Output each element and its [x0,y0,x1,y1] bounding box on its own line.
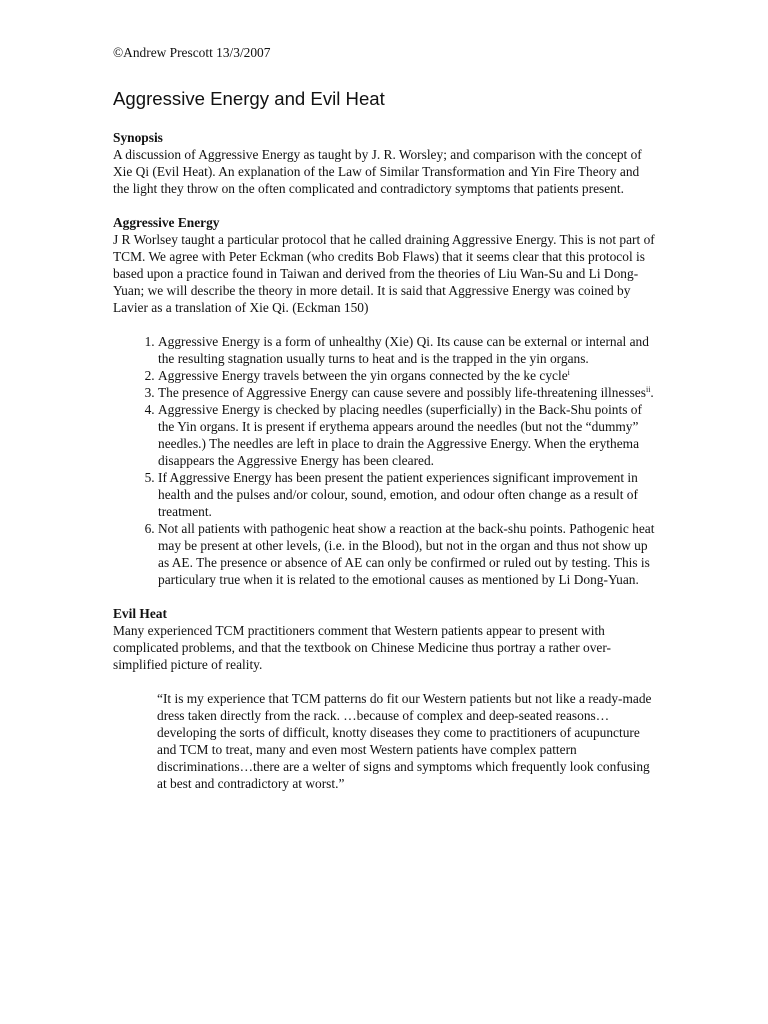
evil-heat-section [113,605,658,792]
block-quote: “It is my experience that TCM patterns do fit our Western patients but not like a ready-made dress taken directly from the rack. …because of complex and deep-seated reasons… developing the sorts of difficult, knotty diseases they come to practitioners of acupuncture and TCM to treat, many and even most Western patients have complex pattern discriminations…there are a welter of signs and symptoms which frequently look confusing at best and contradictory at worst.” [157,691,652,791]
list-item-text: Aggressive Energy travels between the yin organs connected by the ke cycle [158,368,568,383]
synopsis-text: A discussion of Aggressive Energy as taught by J. R. Worsley; and comparison with the concept of Xie Qi (Evil Heat). An explanation of the Law of Similar Transformation and Yin Fire Theory and the light they throw on the often complicated and contradictory symptoms that patients present. [113,147,642,196]
list-item-text: Aggressive Energy is checked by placing needles (superficially) in the Back-Shu points of the Yin organs. It is present if erythema appears around the needles (but not the “dummy” needles.) The needles are left in place to drain the Aggressive Energy. When the erythema disappears the Aggressive Energy has been cleared. [158,402,642,468]
list-item [158,520,658,588]
synopsis-heading: Synopsis [113,130,163,145]
list-item-text: The presence of Aggressive Energy can cause severe and possibly life-threatening illnesses [158,385,646,400]
list-item [158,401,658,469]
aggressive-energy-list [113,333,658,588]
endnote-marker[interactable]: ii [645,385,651,394]
list-item-text: Not all patients with pathogenic heat show a reaction at the back-shu points. Pathogenic heat may be present at other levels, (i.e. in the Blood), but not in the organ and thus not show up as AE. The presence or absence of AE can only be confirmed or ruled out by testing. This is particulary true when it is related to the emotional causes as mentioned by Li Dong-Yuan. [158,521,655,587]
list-item [158,367,658,384]
synopsis-section [113,129,658,197]
list-item-text: Aggressive Energy is a form of unhealthy (Xie) Qi. Its cause can be external or internal and the resulting stagnation usually turns to heat and is the trapped in the yin organs. [158,334,649,366]
aggressive-energy-section [113,214,658,588]
list-item [158,384,658,401]
aggressive-energy-text: J R Worlsey taught a particular protocol that he called draining Aggressive Energy. This is not part of TCM. We agree with Peter Eckman (who credits Bob Flaws) that it seems clear that this protocol is based upon a practice found in Taiwan and derived from the theories of Liu Wan-Su and Li Dong-Yuan; we will describe the theory in more detail. It is said that Aggressive Energy was coined by Lavier as a translation of Xie Qi. (Eckman 150) [113,232,655,315]
copyright-line: ©Andrew Prescott 13/3/2007 [113,45,271,60]
document-page [113,44,658,809]
list-item-punctuation: . [650,385,654,400]
list-item-text: If Aggressive Energy has been present the patient experiences significant improvement in health and the pulses and/or colour, sound, emotion, and odour often change as a result of treatment. [158,470,638,519]
aggressive-energy-heading: Aggressive Energy [113,215,220,230]
endnote-marker[interactable]: i [567,368,570,377]
evil-heat-heading: Evil Heat [113,606,167,621]
list-item [158,469,658,520]
document-title: Aggressive Energy and Evil Heat [113,88,385,109]
evil-heat-text: Many experienced TCM practitioners comment that Western patients appear to present with complicated problems, and that the textbook on Chinese Medicine thus portray a rather over-simplified picture of reality. [113,623,612,672]
list-item [158,333,658,367]
